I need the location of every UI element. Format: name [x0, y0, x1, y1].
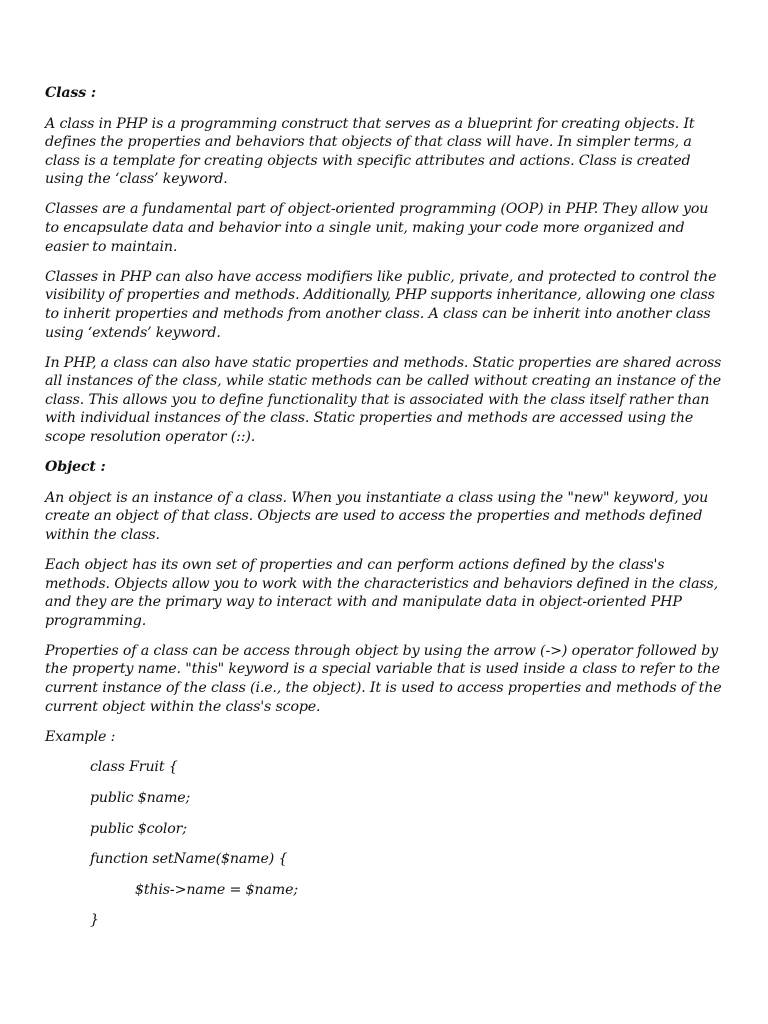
code-line-function-declaration: function setName($name) { [90, 851, 288, 868]
class-heading: Class : [45, 85, 96, 101]
code-line-name-property: public $name; [90, 789, 191, 806]
code-line-closing-brace: } [90, 912, 99, 929]
document-page [45, 84, 725, 942]
object-paragraph-1: An object is an instance of a class. When you instantiate a class using the "new" keyword, you create an object of that class. Objects are used to access the properties and methods defined within the class. [45, 489, 709, 543]
example-label: Example : [45, 728, 116, 745]
class-paragraph-4: In PHP, a class can also have static properties and methods. Static properties are shared across all instances of the class, while static methods can be called without creating an instance of the class. This allows you to define functionality that is associated with the class itself rather than with individual instances of the class. Static properties and methods are accessed using the scope resolution operator (::). [45, 354, 722, 445]
object-paragraph-3: Properties of a class can be access through object by using the arrow (->) operator followed by the property name. "this" keyword is a special variable that is used inside a class to refer to the current instance of the class (i.e., the object). It is used to access properties and methods of the current object within the class's scope. [45, 642, 722, 715]
object-heading: Object : [45, 459, 106, 476]
code-line-assignment: $this->name = $name; [135, 881, 298, 898]
class-paragraph-2: Classes are a fundamental part of object-oriented programming (OOP) in PHP. They allow you to encapsulate data and behavior into a single unit, making your code more organized and easier to maintain. [45, 201, 709, 255]
code-line-class-declaration: class Fruit { [90, 759, 178, 776]
class-paragraph-3: Classes in PHP can also have access modifiers like public, private, and protected to control the visibility of properties and methods. Additionally, PHP supports inheritance, allowing one class to inherit properties and methods from another class. A class can be inherit into another class using ‘extends’ keyword. [45, 268, 717, 341]
code-line-color-property: public $color; [90, 820, 187, 837]
class-paragraph-1: A class in PHP is a programming construct that serves as a blueprint for creating objects. It defines the properties and behaviors that objects of that class will have. In simpler terms, a class is a template for creating objects with specific attributes and actions. Class is created using the ‘class’ keyword. [45, 115, 695, 188]
object-paragraph-2: Each object has its own set of properties and can perform actions defined by the class's methods. Objects allow you to work with the characteristics and behaviors defined in the class, and they are the primary way to interact with and manipulate data in object-oriented PHP programming. [45, 556, 719, 629]
